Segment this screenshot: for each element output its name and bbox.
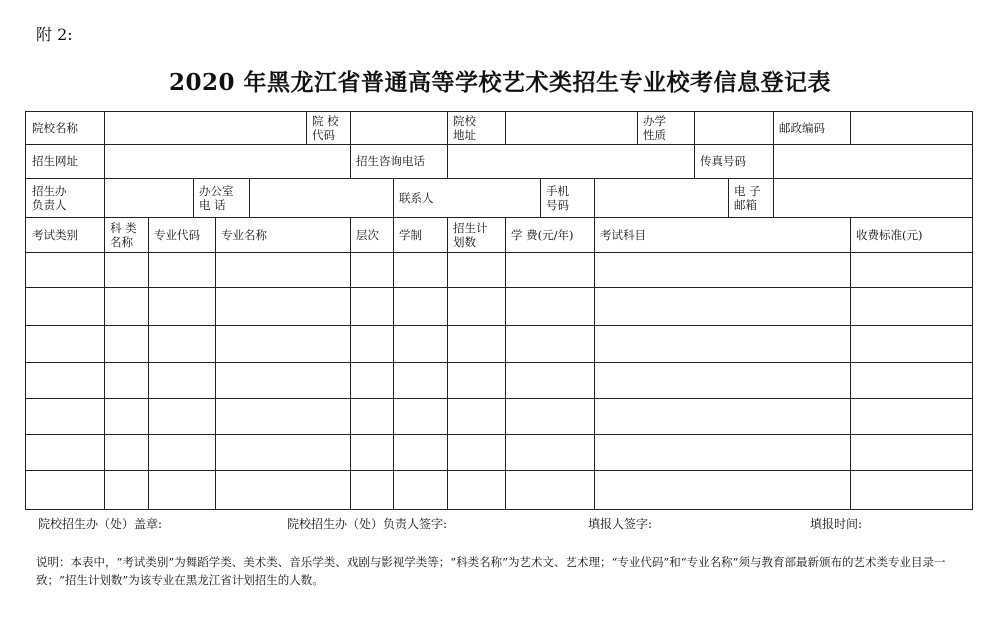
col-header-exam-category: 考试类别 — [32, 227, 78, 242]
col-divider — [215, 217, 216, 509]
label-mobile: 手机 号码 — [546, 183, 569, 212]
col-divider — [447, 144, 448, 178]
row-divider — [26, 398, 972, 399]
row-divider — [26, 144, 972, 145]
label-school-name: 院校名称 — [32, 121, 78, 135]
row-divider — [26, 325, 972, 326]
filler-signature-label: 填报人签字: — [588, 517, 653, 531]
col-divider — [505, 112, 506, 144]
col-divider — [350, 217, 351, 509]
col-divider — [393, 217, 394, 509]
registration-form-table — [25, 111, 973, 510]
col-divider — [249, 178, 250, 217]
col-divider — [505, 217, 506, 509]
col-header-level: 层次 — [356, 227, 379, 242]
label-office-head: 招生办 负责人 — [32, 183, 67, 212]
label-office-phone: 办公室 电 话 — [199, 183, 234, 212]
col-divider — [773, 144, 774, 178]
page-title: 2020 年黑龙江省普通高等学校艺术类招生专业校考信息登记表 — [168, 69, 832, 96]
col-divider — [350, 112, 351, 144]
label-admission-phone: 招生咨询电话 — [356, 154, 425, 168]
col-header-subject: 科 类 名称 — [110, 220, 137, 249]
label-school-nature: 办学 性质 — [643, 114, 666, 142]
head-signature-label: 院校招生办（处）负责人签字: — [287, 517, 448, 531]
col-divider — [104, 112, 105, 144]
label-contact-person: 联系人 — [399, 190, 434, 205]
col-header-major-code: 专业代码 — [154, 227, 200, 242]
col-divider — [148, 217, 149, 509]
label-email: 电 子 邮箱 — [734, 183, 761, 212]
col-header-major-name: 专业名称 — [221, 227, 267, 242]
footnote: 说明：本表中，“考试类别”为舞蹈学类、美术类、音乐学类、戏剧与影视学类等；“科类名称”为艺术文、艺术理；“专业代码”和“专业名称”须与教育部最新颁布的艺术类专业目录一致；“招生计划数”为该专业在黑龙江省计划招生的人数。 — [36, 555, 946, 587]
col-divider — [773, 178, 774, 217]
col-header-tuition: 学 费(元/年) — [511, 227, 574, 242]
col-header-enrollment-plan: 招生计 划数 — [453, 220, 488, 249]
col-divider — [104, 178, 105, 217]
row-divider — [26, 252, 972, 253]
col-divider — [447, 217, 448, 509]
col-header-fee-standard: 收费标准(元) — [856, 227, 923, 242]
row-divider — [26, 287, 972, 288]
label-admission-website: 招生网址 — [32, 154, 78, 168]
row-divider — [26, 470, 972, 471]
row-divider — [26, 178, 972, 179]
col-divider — [594, 217, 595, 509]
attachment-label: 附 2: — [36, 25, 73, 44]
label-school-address: 院校 地址 — [453, 114, 476, 142]
col-header-exam-subjects: 考试科目 — [600, 227, 646, 242]
col-divider — [594, 178, 595, 217]
col-divider — [104, 144, 105, 178]
row-divider — [26, 362, 972, 363]
label-fax: 传真号码 — [700, 154, 746, 168]
row-divider — [26, 434, 972, 435]
fill-date-label: 填报时间: — [810, 517, 863, 531]
office-seal-label: 院校招生办（处）盖章: — [38, 517, 163, 531]
col-header-duration: 学制 — [399, 227, 422, 242]
col-divider — [850, 217, 851, 509]
col-divider — [694, 112, 695, 144]
col-divider — [850, 112, 851, 144]
label-school-code: 院 校 代码 — [312, 114, 339, 142]
label-postal-code: 邮政编码 — [779, 121, 825, 135]
col-divider — [104, 217, 105, 509]
